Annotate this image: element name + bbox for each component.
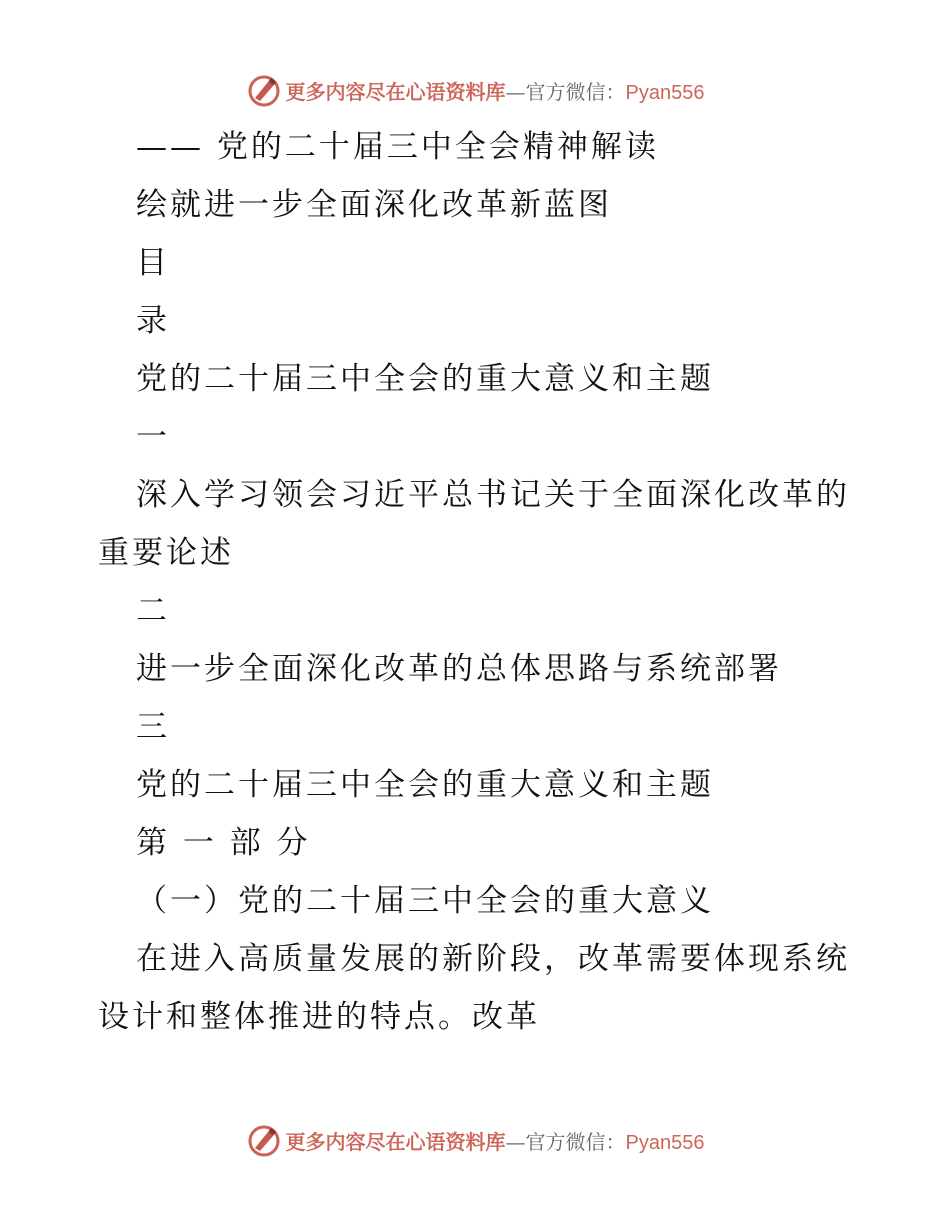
watermark-wechat-id: Pyan556 bbox=[625, 1131, 705, 1154]
toc-number: 三 bbox=[136, 709, 170, 745]
watermark-main-text: 更多内容尽在心语资料库 bbox=[285, 1129, 506, 1154]
paragraph-line: 设计和整体推进的特点。改革 bbox=[98, 999, 540, 1035]
document-title: 绘就进一步全面深化改革新蓝图 bbox=[136, 187, 612, 223]
toc-number: 一 bbox=[136, 419, 170, 455]
watermark-wechat-label: 官方微信： bbox=[525, 79, 626, 104]
toc-item-continuation: 重要论述 bbox=[98, 535, 234, 571]
toc-item: 进一步全面深化改革的总体思路与系统部署 bbox=[136, 651, 782, 687]
toc-item: 党的二十届三中全会的重大意义和主题 bbox=[136, 361, 714, 397]
watermark-wechat-id: Pyan556 bbox=[625, 81, 705, 104]
document-body bbox=[98, 118, 858, 1046]
toc-heading-part1: 目 bbox=[136, 245, 170, 281]
header-watermark bbox=[0, 70, 950, 110]
watermark-wechat-label: 官方微信： bbox=[525, 1129, 626, 1154]
toc-item: 深入学习领会习近平总书记关于全面深化改革的 bbox=[136, 477, 850, 513]
part-label: 第 一 部 分 bbox=[136, 825, 311, 861]
watermark-dash: — bbox=[505, 79, 526, 104]
pen-in-circle-logo bbox=[246, 1122, 282, 1158]
toc-number: 二 bbox=[136, 593, 170, 629]
subsection-heading: （一）党的二十届三中全会的重大意义 bbox=[136, 883, 714, 919]
toc-heading-part2: 录 bbox=[136, 303, 170, 339]
watermark-dash: — bbox=[505, 1129, 526, 1154]
pen-in-circle-logo bbox=[246, 72, 282, 108]
paragraph-line: 在进入高质量发展的新阶段，改革需要体现系统 bbox=[136, 941, 850, 977]
watermark-main-text: 更多内容尽在心语资料库 bbox=[285, 79, 506, 104]
section-title: 党的二十届三中全会的重大意义和主题 bbox=[136, 767, 714, 803]
subtitle-line: —— 党的二十届三中全会精神解读 bbox=[136, 129, 659, 165]
footer-watermark bbox=[0, 1120, 950, 1160]
